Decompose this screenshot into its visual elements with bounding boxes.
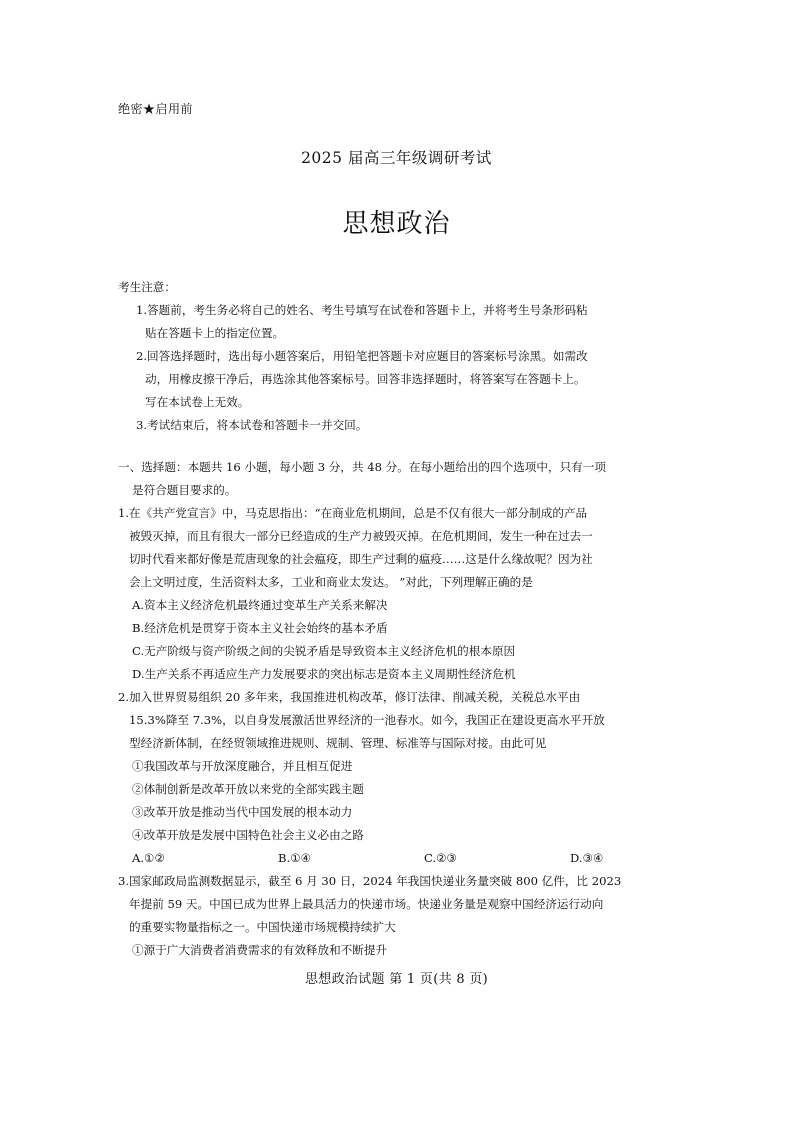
notice-line: 3.考试结束后，将本试卷和答题卡一并交回。: [136, 418, 368, 432]
statement-4: ④改革开放是发展中国特色社会主义必由之路: [132, 828, 364, 842]
statement-2: ②体制创新是改革开放以来党的全部实践主题: [132, 782, 364, 796]
section-heading-cont: 是符合题目要求的。: [132, 483, 237, 497]
option-a: A.资本主义经济危机最终通过变革生产关系来解决: [132, 598, 388, 612]
page-footer: 思想政治试题 第 1 页(共 8 页): [304, 972, 489, 987]
statement-1: ①我国改革与开放深度融合，并且相互促进: [132, 759, 353, 773]
question-line: 会上文明过度，生活资料太多，工业和商业太发达。 ”对此，下列理解正确的是: [129, 575, 533, 589]
question-line: 3.国家邮政局监测数据显示，截至 6 月 30 日，2024 年我国快递业务量突破 800 亿件，比 2023: [118, 874, 622, 888]
question-2: [118, 686, 678, 870]
option-c: C.无产阶级与资产阶级之间的尖锐矛盾是导致资本主义经济危机的根本原因: [132, 644, 516, 658]
notice-line: 贴在答题卡上的指定位置。: [145, 326, 285, 340]
question-line: 年提前 59 天。中国已成为世界上最具活力的快递市场。快递业务量是观察中国经济运行动向: [129, 897, 604, 911]
choice-a: A.①②: [132, 851, 165, 865]
notice-block: [118, 276, 678, 437]
choice-d: D.③④: [570, 851, 604, 865]
secret-mark: 绝密★启用前: [118, 102, 194, 116]
subject-title: 思想政治: [342, 209, 451, 239]
answer-choices: [118, 847, 678, 870]
notice-line: 写在本试卷上无效。: [145, 395, 250, 409]
statement-3: ③改革开放是推动当代中国发展的根本动力: [132, 805, 353, 819]
question-3: [118, 870, 678, 962]
notice-heading: 考生注意：: [118, 280, 176, 294]
exam-title: 2025 届高三年级调研考试: [301, 149, 492, 167]
notice-line: 动，用橡皮擦干净后，再选涂其他答案标号。回答非选择题时，将答案写在答题卡上。: [145, 372, 586, 386]
question-line: 的重要实物量指标之一。中国快递市场规模持续扩大: [129, 920, 396, 934]
section-one: [118, 456, 678, 962]
notice-line: 2.回答选择题时，选出每小题答案后，用铅笔把答题卡对应题目的答案标号涂黑。如需改: [136, 349, 588, 363]
question-1: [118, 502, 678, 686]
section-heading: 一、选择题：本题共 16 小题，每小题 3 分，共 48 分。在每小题给出的四个选项中，只有一项: [118, 460, 606, 474]
option-b: B.经济危机是贯穿于资本主义社会始终的基本矛盾: [132, 621, 388, 635]
question-line: 1.在《共产党宣言》中，马克思指出：“在商业危机期间，总是不仅有很大一部分制成的产品: [118, 506, 588, 520]
question-line: 2.加入世界贸易组织 20 多年来，我国推进机构改革，修订法律、削减关税，关税总水平由: [118, 690, 581, 704]
option-d: D.生产关系不再适应生产力发展要求的突出标志是资本主义周期性经济危机: [132, 667, 516, 681]
notice-line: 1.答题前，考生务必将自己的姓名、考生号填写在试卷和答题卡上，并将考生号条形码粘: [136, 303, 588, 317]
question-line: 15.3%降至 7.3%，以自身发展激活世界经济的一池春水。如今，我国正在建设更高水平开放: [129, 713, 605, 727]
question-line: 切时代看来都好像是荒唐现象的社会瘟疫，即生产过剩的瘟疫……这是什么缘故呢？因为社: [129, 552, 593, 566]
choice-c: C.②③: [424, 851, 457, 865]
question-line: 型经济新体制，在经贸领域推进规则、规制、管理、标准等与国际对接。由此可见: [129, 736, 547, 750]
choice-b: B.①④: [278, 851, 311, 865]
statement-1: ①源于广大消费者消费需求的有效释放和不断提升: [132, 943, 388, 957]
question-line: 被毁灭掉，而且有很大一部分已经造成的生产力被毁灭掉。在危机期间，发生一种在过去一: [129, 529, 593, 543]
